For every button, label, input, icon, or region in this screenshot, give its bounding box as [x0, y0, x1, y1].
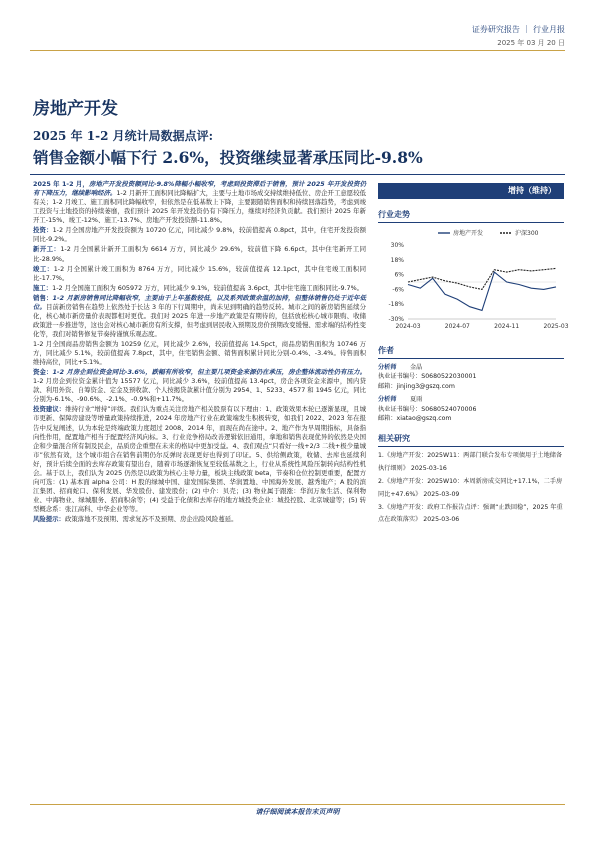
- related-list: [378, 450, 564, 527]
- related-title: 相关研究: [378, 433, 564, 447]
- y-tick-label: 18%: [390, 256, 404, 264]
- advice-paragraph: 投资建议：维持行业“增持”评级。我们认为重点关注房地产相关股票有以下理由：1、政策效果本轮已逐渐显现，且城市更新、保障房建设等增量政策持续推进，2024 年房地产行业在政策端发生积极转变，如我们 2022、2023 年在报告中反复阐述，认为本轮是终端政策力度超过 2008、2014 年，而现在尚在途中。2、地产作为早周期指标，具备指向性作用，配置地产相当于配置经济风向标。3、行业竞争格局改善逻辑依旧通用，拿地和销售表现优异的依然是央国企和少量混合所有制及民企，品质房企重塑在未来的格局中更加受益。4、我们观点“只看好一线+2/3 二线+极少量城市”依然有效，这个城市组合在销售前期仍尔反弹时表现更好也得到了印证。5、供给侧政策，收储、去库也延续利好，预计后续全面的去库存政策有望出台，随着市场逐渐恢复至较低基数之上，行业从系统性风险压制转向结构性机会。基于以上，我们认为 2025 仍然是以政策为核心主导力量，板块主线政策 beta，节奏和仓位控制更重要，配置方向可选：(1) 基本面 alpha 公司：H 股的绿城中国、建发国际集团、华润置地、中国海外发展、越秀地产；A 股的滨江集团、招商蛇口、保利发展、华发股份、建发股份；(2) 中介：贝壳；(3) 物业属于跟涨：华润万象生活、保利物业、中海物业、绿城服务、招商积余等；(4) 受益于化债和去库存的地方城投类企业：城投控股、北京城建等；(5) 转型概念系：张江高科、中华企业等等。: [33, 405, 367, 514]
- sidebar: [378, 183, 569, 527]
- funds-paragraph: 资金：1-2 月房企到位资金同比-3.6%，跌幅有所收窄，但主要几项资金来源仍在承压，房企整体流动性仍有压力。1-2 月房企到位资金累计值为 15577 亿元，同比减少 3.6%，较前值提高 13.4pct，房企各项资金来源中，国内贷款、利用外资、自筹资金、定金及预收款、个人按揭贷款累计值分别为 2954、1、5233、4577 和 1945 亿元，同比分别为-6.1%、-90.6%、-2.1%、-0.9%和+11.7%。: [33, 368, 366, 404]
- y-tick-label: 30%: [390, 242, 404, 249]
- y-tick-label: 6%: [394, 271, 404, 279]
- title-divider: [30, 174, 565, 175]
- industry-trend-chart: [378, 223, 569, 333]
- report-date: 2025 年 03 月 20 日: [497, 39, 565, 47]
- related-item[interactable]: 2.《房地产开发：2025W10：本周新房成交同比+17.1%，二手房同比+47.6%》 2025-03-09: [378, 478, 563, 498]
- header-divider: [30, 50, 565, 51]
- analyst-cert: 执业证书编号：S0680524070006: [378, 405, 477, 413]
- authors-title: 作者: [378, 345, 564, 359]
- analyst-email[interactable]: 邮箱：xiatao@gszq.com: [378, 415, 452, 423]
- analyst-card: 分析师 金晶 执业证书编号：S0680522030001 邮箱：jinjing3@gszq.com: [378, 363, 564, 391]
- x-tick-label: 2024-11: [494, 323, 520, 330]
- newstart-paragraph: 新开工：1-2 月全国累计新开工面积为 6614 万方，同比减少 29.6%，较前值下降 6.6pct，其中住宅新开工同比-28.9%。: [33, 245, 366, 263]
- analyst-card: 分析师 夏雨 执业证书编号：S0680524070006 邮箱：xiatao@gszq.com: [378, 395, 564, 423]
- x-tick-label: 2025-03: [543, 323, 569, 330]
- legend-label: 沪深300: [515, 230, 539, 237]
- report-subtitle: 2025 年 1-2 月统计局数据点评:: [33, 129, 214, 143]
- series-line-hs300: [408, 268, 556, 289]
- report-title: 销售金额小幅下行 2.6%，投资继续显著承压同比-9.8%: [33, 148, 423, 167]
- report-body: [33, 180, 366, 525]
- footer-divider: [30, 804, 565, 805]
- report-type: 证券研究报告 ｜ 行业月报: [471, 25, 565, 34]
- footer-notice: 请仔细阅读本报告末页声明: [255, 808, 340, 816]
- analyst-cert: 执业证书编号：S0680522030001: [378, 373, 477, 381]
- analyst-email[interactable]: 邮箱：jinjing3@gszq.com: [378, 382, 455, 390]
- industry-name: 房地产开发: [33, 99, 118, 119]
- summary-paragraph: 2025 年 1-2 月，房地产开发投资额同比-9.8%降幅小幅收窄，考虑到投资滞后于销售，预计 2025 年开发投资仍有下降压力，继续影响经济。1-2 月新开工面积同比降幅扩大，主要与土地市场成交持续维持低位、房企开工意愿较低有关；1-2 月竣工、施工面积同比降幅收窄，但依然是在低基数上下降，主要跟随销售面积和持续回落趋势，考虑到竣工投资与土地投资的持续萎靡，我们预计 2025 年开发投资仍有下降压力，继续对经济负贡献。我们预计 2025 年新开工-15%、竣工-12%、施工-13.7%、房地产开发投资额-11.8%。: [33, 180, 367, 225]
- related-item[interactable]: 3.《房地产开发：政府工作报告点评：强调“止跌回稳”，2025 年重点在政策落实》 2025-03-06: [378, 503, 563, 524]
- construct-paragraph: 施工：1-2 月全国施工面积为 605972 万方，同比减少 9.1%，较前值提高 3.6pct，其中住宅施工面积同比-9.7%。: [33, 283, 364, 292]
- y-tick-label: -30%: [388, 316, 404, 323]
- complete-paragraph: 竣工：1-2 月全国累计竣工面积为 8764 万方，同比减少 15.6%，较前值提高 12.1pct，其中住宅竣工面积同比-17.7%。: [33, 264, 367, 282]
- trend-title: 行业走势: [378, 209, 564, 223]
- y-tick-label: -6%: [392, 286, 404, 294]
- analyst-name: 夏雨: [409, 396, 423, 404]
- sales-data-paragraph: 1-2 月全国商品房销售金额为 10259 亿元，同比减少 2.6%，较前值提高 14.5pct，商品房销售面积为 10746 万方，同比减少 5.1%，较前值提高 7.8pct，其中，住宅销售金额、销售面积累计同比分别-0.4%、-3.4%。待售面积维持高位，同比+5.1%。: [33, 339, 366, 367]
- analyst-name: 金晶: [409, 364, 423, 371]
- analyst-list: [378, 363, 564, 423]
- invest-paragraph: 投资：1-2 月全国房地产开发投资额为 10720 亿元，同比减少 9.8%，较前值提高 0.8pct，其中，住宅开发投资额同比-9.2%。: [33, 226, 367, 244]
- sales-paragraph: 销售：1-2 月新房销售同比降幅收窄，主要由于上年基数较低，以及系列政策余温的加持，但整体销售仍处于近年低位。目前新房销售在趋势上依然处于长达 3 年的下行周期中，尚未见到明确的趋势反转。城市之间的新房销售延续分化，核心城市新房量价表现都相对更优。我们对 2025 年进一步地产政策是有期待的，包括放松核心城市限购、收储政策进一步推进等，这也会对核心城市新房有所支撑，但考虑到居民收入预期及房价预期改变缓慢、需求端的结构性变化等，我们对销售修复节奏持谨慎乐观态度。: [33, 293, 366, 338]
- risk-paragraph: 风险提示：政策落地不及预期、需求复苏不及预期、房企出险风险蔓延。: [33, 515, 238, 524]
- related-item[interactable]: 1.《房地产开发：2025W11：两部门联合发布专项债用于土地储备执行细则》 2025-03-16: [378, 452, 563, 473]
- y-tick-label: -18%: [388, 301, 404, 309]
- x-tick-label: 2024-03: [395, 323, 421, 330]
- legend-label: 房地产开发: [453, 230, 484, 237]
- x-tick-label: 2024-07: [444, 323, 470, 330]
- rating-badge: 增持（维持）: [378, 183, 564, 199]
